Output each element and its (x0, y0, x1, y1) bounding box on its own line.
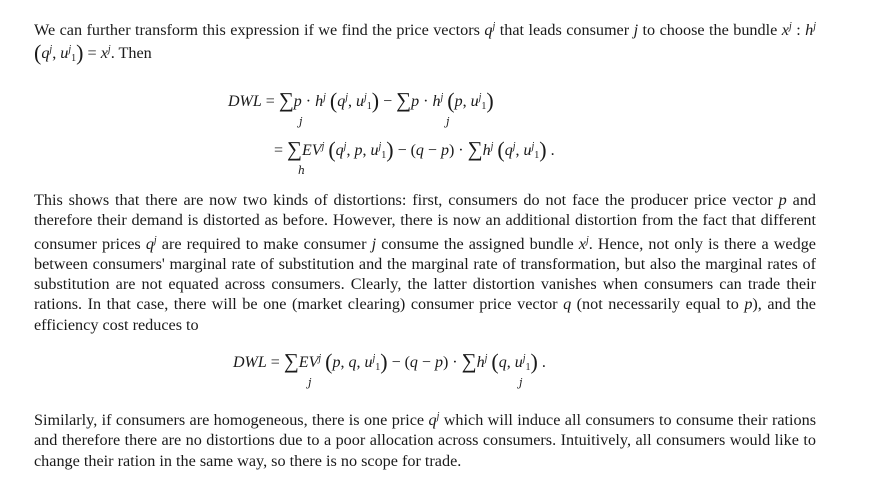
paragraph-homogeneous: Similarly, if consumers are homogeneous, there is one price $q^j$ which will induce all consumers to consume their rations and therefore there are no distortions due to a poor allocation across consumers. Intuitively, all consumers would like to change their ration in the same way, so there is no scope for trade. (34, 411, 816, 470)
equation-dwl-line1: DWL = $\sum p \cdot h^j$ ($q^j$, $u^j_1) - \sum p \cdot h^j$ (p, $u^j_1$) (228, 88, 494, 113)
sum-index-j-2: j (446, 115, 450, 128)
equation-dwl-market: DWL = $\sum EV^j$ (p, q, $u^j_1) - (q - p) \cdot \sum h^j$ (q, $u^j_1$) . (233, 349, 546, 374)
equation-dwl-line2: = $\sum EV^j$ ($q^j$, p, $u^j_1) - (q - p) \cdot \sum h^j$ ($q^j$, $u^j_1$) . (274, 137, 555, 162)
paragraph-distortions: This shows that there are now two kinds of distortions: first, consumers do not face the producer price vector p and therefore their demand is distorted as before. However, there is now an additional distortion from the fact that different consumer prices $q^j$ are required to make consumer j consume the assigned bundle $x^j$. Hence, not only is there a wedge between consumers' marginal rate of substitution and the marginal rate of transformation, but also the marginal rates of substitution are not equated across consumers. Clearly, the latter distortion vanishes when consumers can trade their rations. In that case, there will be one (market clearing) consumer price vector q (not necessarily equal to p), and the efficiency cost reduces to (34, 191, 817, 334)
sum-index-j-3: j (308, 376, 312, 389)
sum-index-j-1: j (299, 115, 303, 128)
sum-index-j-4: j (519, 376, 523, 389)
sum-index-h: h (298, 164, 306, 177)
paragraph-intro: We can further transform this expression if we find the price vectors $q^j$ that leads consumer j to choose the bundle $x^j$ : $h^j$ ($q^j$, $u^j_1) = x^j$. Then (34, 21, 817, 66)
